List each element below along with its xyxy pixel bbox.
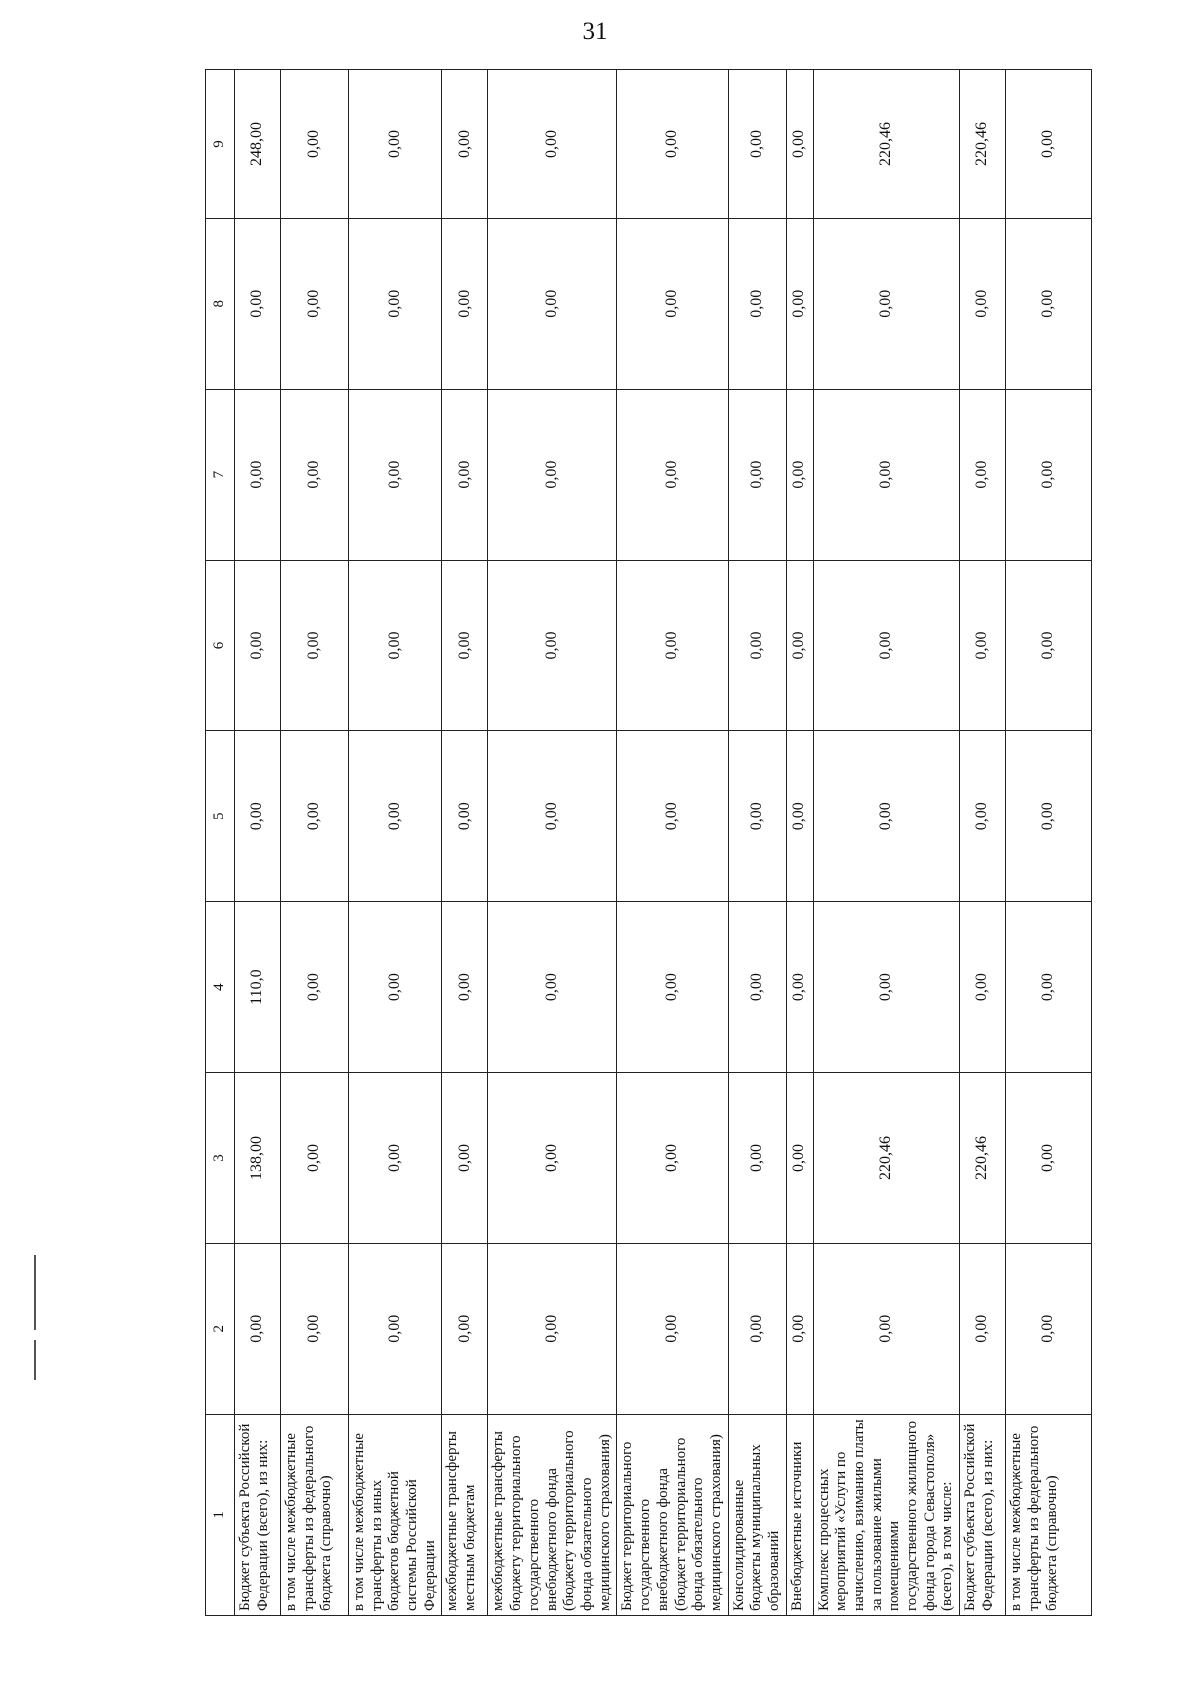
row-label: межбюджетные трансферты бюджету территориального государственного внебюджетного фонда (бюджету территориального фонда обязательного медицинского страхования) xyxy=(488,1414,617,1615)
table-cell: 0,00 xyxy=(488,389,617,560)
table-cell: 0,00 xyxy=(728,1073,786,1244)
page-number: 31 xyxy=(582,18,608,45)
table-cell: 0,00 xyxy=(813,560,960,731)
table-cell: 0,00 xyxy=(488,731,617,902)
table-cell: 0,00 xyxy=(442,1073,488,1244)
budget-table xyxy=(205,69,1092,1616)
table-cell: 0,00 xyxy=(786,902,813,1073)
table-cell: 0,00 xyxy=(235,560,281,731)
table-cell: 0,00 xyxy=(488,1243,617,1414)
table-cell: 0,00 xyxy=(1006,731,1092,902)
table-cell: 0,00 xyxy=(813,1243,960,1414)
table-cell: 0,00 xyxy=(813,731,960,902)
row-label: Бюджет субъекта Российской Федерации (всего), из них: xyxy=(235,1414,281,1615)
column-header: 7 xyxy=(206,389,235,560)
table-cell: 0,00 xyxy=(281,731,349,902)
table-cell: 0,00 xyxy=(442,389,488,560)
table-cell: 0,00 xyxy=(728,902,786,1073)
table-cell: 110,0 xyxy=(235,902,281,1073)
table-cell: 0,00 xyxy=(488,218,617,389)
table-cell: 0,00 xyxy=(349,1073,442,1244)
table-cell: 220,46 xyxy=(960,1073,1006,1244)
table-header-row xyxy=(206,70,235,1616)
table-row xyxy=(235,70,281,1616)
table-cell: 0,00 xyxy=(617,1073,728,1244)
table-cell: 0,00 xyxy=(235,389,281,560)
column-header: 8 xyxy=(206,218,235,389)
column-header: 9 xyxy=(206,70,235,219)
column-header: 3 xyxy=(206,1073,235,1244)
table-cell: 0,00 xyxy=(1006,218,1092,389)
table-cell: 0,00 xyxy=(617,560,728,731)
table-cell: 0,00 xyxy=(281,1243,349,1414)
table-cell: 0,00 xyxy=(488,902,617,1073)
table-cell: 0,00 xyxy=(281,560,349,731)
table-cell: 138,00 xyxy=(235,1073,281,1244)
table-cell: 0,00 xyxy=(442,218,488,389)
table-cell: 0,00 xyxy=(349,70,442,219)
table-cell: 0,00 xyxy=(728,731,786,902)
table-cell: 0,00 xyxy=(617,1243,728,1414)
table-cell: 0,00 xyxy=(728,70,786,219)
table-cell: 0,00 xyxy=(442,1243,488,1414)
table-cell: 0,00 xyxy=(617,731,728,902)
table-cell: 0,00 xyxy=(281,1073,349,1244)
row-label: Внебюджетные источники xyxy=(786,1414,813,1615)
table-cell: 0,00 xyxy=(960,731,1006,902)
column-header: 2 xyxy=(206,1243,235,1414)
table-row xyxy=(960,70,1006,1616)
table-row xyxy=(786,70,813,1616)
table-cell: 0,00 xyxy=(617,902,728,1073)
table-cell: 0,00 xyxy=(349,560,442,731)
table-cell: 220,46 xyxy=(813,1073,960,1244)
margin-mark xyxy=(34,1340,36,1380)
margin-mark xyxy=(34,1255,36,1330)
table-cell: 0,00 xyxy=(281,902,349,1073)
row-label: Бюджет территориального государственного внебюджетного фонда (бюджет территориального фонда обязательного медицинского страхования) xyxy=(617,1414,728,1615)
table-cell: 0,00 xyxy=(960,389,1006,560)
table-cell: 0,00 xyxy=(442,731,488,902)
budget-table-rotated xyxy=(205,69,1062,1616)
table-cell: 0,00 xyxy=(786,389,813,560)
table-cell: 0,00 xyxy=(960,1243,1006,1414)
table-cell: 0,00 xyxy=(349,902,442,1073)
column-header: 5 xyxy=(206,731,235,902)
table-cell: 0,00 xyxy=(281,218,349,389)
row-label: в том числе межбюджетные трансферты из иных бюджетов бюджетной системы Российской Федерации xyxy=(349,1414,442,1615)
table-cell: 0,00 xyxy=(728,389,786,560)
row-label: в том числе межбюджетные трансферты из федерального бюджета (справочно) xyxy=(281,1414,349,1615)
table-cell: 0,00 xyxy=(728,560,786,731)
table-cell: 220,46 xyxy=(813,70,960,219)
table-cell: 0,00 xyxy=(728,1243,786,1414)
table-row xyxy=(442,70,488,1616)
table-cell: 0,00 xyxy=(1006,389,1092,560)
table-cell: 0,00 xyxy=(617,389,728,560)
table-row xyxy=(281,70,349,1616)
table-cell: 0,00 xyxy=(442,560,488,731)
table-cell: 0,00 xyxy=(349,389,442,560)
table-row xyxy=(349,70,442,1616)
table-cell: 0,00 xyxy=(235,1243,281,1414)
row-label: в том числе межбюджетные трансферты из федерального бюджета (справочно) xyxy=(1006,1414,1092,1615)
table-cell: 220,46 xyxy=(960,70,1006,219)
table-cell: 0,00 xyxy=(786,218,813,389)
table-cell: 0,00 xyxy=(813,902,960,1073)
table-cell: 0,00 xyxy=(617,218,728,389)
column-header: 6 xyxy=(206,560,235,731)
table-cell: 0,00 xyxy=(960,902,1006,1073)
table-cell: 0,00 xyxy=(1006,1073,1092,1244)
table-cell: 0,00 xyxy=(235,218,281,389)
table-row xyxy=(617,70,728,1616)
table-cell: 0,00 xyxy=(813,218,960,389)
table-row xyxy=(728,70,786,1616)
table-cell: 0,00 xyxy=(488,1073,617,1244)
column-header: 1 xyxy=(206,1414,235,1615)
table-cell: 0,00 xyxy=(488,70,617,219)
table-cell: 0,00 xyxy=(1006,1243,1092,1414)
table-cell: 0,00 xyxy=(281,70,349,219)
table-cell: 0,00 xyxy=(349,1243,442,1414)
table-cell: 0,00 xyxy=(786,1073,813,1244)
table-cell: 0,00 xyxy=(617,70,728,219)
row-label: Бюджет субъекта Российской Федерации (всего), из них: xyxy=(960,1414,1006,1615)
table-cell: 0,00 xyxy=(235,731,281,902)
table-cell: 0,00 xyxy=(488,560,617,731)
table-cell: 0,00 xyxy=(1006,560,1092,731)
row-label: межбюджетные трансферты местным бюджетам xyxy=(442,1414,488,1615)
table-cell: 0,00 xyxy=(786,560,813,731)
table-row xyxy=(488,70,617,1616)
table-cell: 0,00 xyxy=(786,1243,813,1414)
table-cell: 0,00 xyxy=(813,389,960,560)
table-cell: 0,00 xyxy=(442,902,488,1073)
table-cell: 0,00 xyxy=(1006,902,1092,1073)
table-cell: 0,00 xyxy=(960,560,1006,731)
table-cell: 0,00 xyxy=(349,731,442,902)
table-cell: 0,00 xyxy=(728,218,786,389)
table-cell: 248,00 xyxy=(235,70,281,219)
table-cell: 0,00 xyxy=(786,731,813,902)
row-label: Консолидированные бюджеты муниципальных образований xyxy=(728,1414,786,1615)
table-row xyxy=(813,70,960,1616)
table-cell: 0,00 xyxy=(442,70,488,219)
table-cell: 0,00 xyxy=(1006,70,1092,219)
table-cell: 0,00 xyxy=(960,218,1006,389)
table-cell: 0,00 xyxy=(281,389,349,560)
table-cell: 0,00 xyxy=(349,218,442,389)
column-header: 4 xyxy=(206,902,235,1073)
row-label: Комплекс процессных мероприятий «Услуги по начислению, взиманию платы за пользование жилыми помещениями государственного жилищного фонда города Севастополя» (всего), в том числе: xyxy=(813,1414,960,1615)
table-row xyxy=(1006,70,1092,1616)
table-cell: 0,00 xyxy=(786,70,813,219)
